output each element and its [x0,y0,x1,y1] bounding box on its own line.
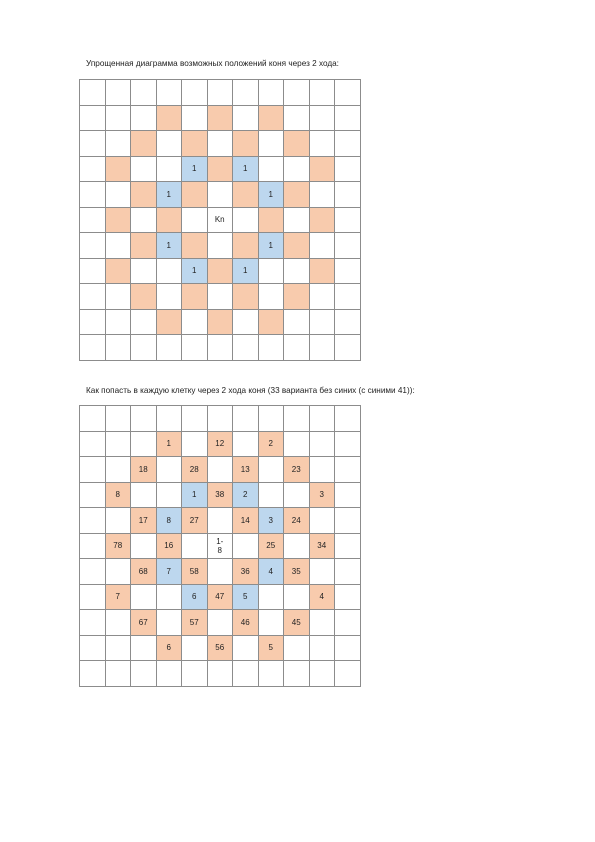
grid-cell [233,406,259,432]
grid-cell [131,284,157,310]
grid-cell [335,457,361,483]
grid-cell [335,131,361,157]
grid-cell [182,533,208,559]
grid-row [80,80,361,106]
grid-cell [335,284,361,310]
grid-cell [182,233,208,259]
grid-cell [309,431,335,457]
grid-cell [284,661,310,687]
grid-cell: 47 [207,584,233,610]
grid-cell [258,406,284,432]
grid-cell [105,661,131,687]
grid-cell [335,431,361,457]
grid-cell: 36 [233,559,259,585]
grid-cell: 1 [156,233,182,259]
grid-cell [156,105,182,131]
grid-row [80,610,361,636]
grid-cell [131,533,157,559]
grid-cell [105,131,131,157]
grid-cell [335,207,361,233]
grid-row [80,309,361,335]
grid-cell [258,335,284,361]
grid-cell [182,406,208,432]
grid-cell [207,457,233,483]
grid-cell: 7 [156,559,182,585]
grid-cell [335,80,361,106]
grid-cell [284,105,310,131]
grid-cell [156,457,182,483]
grid-cell: 8 [156,508,182,534]
grid-cell [335,533,361,559]
grid-row [80,258,361,284]
grid-cell: 5 [258,635,284,661]
grid-row [80,533,361,559]
grid-row [80,584,361,610]
grid-cell [80,610,106,636]
grid-cell [80,309,106,335]
grid-cell [182,182,208,208]
grid-cell [258,584,284,610]
grid-cell: 56 [207,635,233,661]
grid-cell [335,182,361,208]
grid-cell: 58 [182,559,208,585]
grid-cell [309,406,335,432]
grid-cell [309,309,335,335]
grid-cell [258,258,284,284]
grid-cell: 16 [156,533,182,559]
grid-cell [233,309,259,335]
grid-cell [105,431,131,457]
grid-cell: 3 [309,482,335,508]
grid-cell [80,482,106,508]
grid-cell [233,182,259,208]
grid-cell: 1 [182,258,208,284]
grid-cell [284,482,310,508]
grid-cell [80,584,106,610]
diagram2-caption: Как попасть в каждую клетку через 2 хода коня (33 варианта без синих (с синими 41)): [86,386,415,395]
grid-cell [80,233,106,259]
grid-cell [335,406,361,432]
grid-row [80,508,361,534]
diagram1-caption: Упрощенная диаграмма возможных положений коня через 2 хода: [86,59,339,68]
grid-cell [207,508,233,534]
grid-cell [284,533,310,559]
grid-cell [207,258,233,284]
grid-row [80,559,361,585]
grid-cell [258,661,284,687]
grid-cell [258,131,284,157]
grid-cell: 1 [233,156,259,182]
grid-cell [156,610,182,636]
grid-cell: 27 [182,508,208,534]
grid-cell [156,207,182,233]
grid-cell: 12 [207,431,233,457]
knight-paths-grid [79,405,361,687]
grid-cell [80,80,106,106]
grid-cell [335,610,361,636]
grid-cell [182,309,208,335]
grid-cell [131,131,157,157]
grid-cell [182,635,208,661]
grid-cell [335,309,361,335]
grid-cell [233,80,259,106]
grid-cell [335,661,361,687]
grid-cell [131,105,157,131]
grid-cell [335,233,361,259]
grid-cell [131,80,157,106]
grid-cell [105,105,131,131]
grid-cell [105,258,131,284]
grid-cell [309,635,335,661]
grid-cell [284,584,310,610]
grid-cell [207,309,233,335]
grid-cell [156,661,182,687]
grid-cell [284,156,310,182]
grid-cell [309,182,335,208]
grid-cell: 67 [131,610,157,636]
grid-cell [233,335,259,361]
grid-cell [131,182,157,208]
grid-cell: 45 [284,610,310,636]
grid-cell [258,482,284,508]
grid-cell [258,105,284,131]
grid-cell [131,233,157,259]
grid-cell: 2 [258,431,284,457]
grid-cell [207,335,233,361]
grid-cell [131,635,157,661]
grid-cell [207,182,233,208]
grid-cell [80,182,106,208]
grid-row [80,207,361,233]
grid-cell [335,559,361,585]
grid-cell [309,80,335,106]
grid-cell: 24 [284,508,310,534]
grid-cell [105,406,131,432]
grid-cell [105,182,131,208]
grid-cell [335,105,361,131]
grid-cell: 78 [105,533,131,559]
grid-cell [182,284,208,310]
grid-cell [105,309,131,335]
grid-cell [284,635,310,661]
grid-cell [309,207,335,233]
grid-cell [207,156,233,182]
grid-cell: 1 [258,233,284,259]
grid-cell [284,431,310,457]
grid-cell [335,635,361,661]
grid-row [80,635,361,661]
grid-cell [309,233,335,259]
grid-cell [105,457,131,483]
grid-cell [207,284,233,310]
grid-row [80,482,361,508]
grid-cell [207,105,233,131]
grid-cell [309,131,335,157]
grid-cell [233,105,259,131]
grid-cell [284,207,310,233]
grid-row [80,156,361,182]
grid-cell [156,482,182,508]
grid-cell: 4 [309,584,335,610]
grid-cell [284,335,310,361]
grid-cell [233,431,259,457]
grid-cell [156,309,182,335]
grid-row [80,406,361,432]
grid-cell [233,207,259,233]
grid-cell [156,258,182,284]
grid-cell: 57 [182,610,208,636]
grid-cell [309,258,335,284]
grid-cell [182,131,208,157]
grid-cell [105,80,131,106]
grid-cell [258,80,284,106]
knight-diagram-grid [79,79,361,361]
grid-cell [309,335,335,361]
grid-cell [131,207,157,233]
grid-cell [284,258,310,284]
grid-cell [309,156,335,182]
grid-cell: 17 [131,508,157,534]
grid-cell [105,335,131,361]
grid-cell [309,284,335,310]
grid-cell: 1 [182,156,208,182]
grid-cell [131,156,157,182]
grid-cell [335,584,361,610]
grid-cell [80,105,106,131]
grid-cell [80,661,106,687]
grid-row [80,284,361,310]
grid-cell [80,131,106,157]
grid-cell: 3 [258,508,284,534]
grid-cell [207,406,233,432]
grid-cell [105,156,131,182]
grid-cell [80,635,106,661]
grid-cell: 38 [207,482,233,508]
grid-cell: 7 [105,584,131,610]
grid-cell [233,635,259,661]
grid-cell [233,131,259,157]
grid-cell [207,610,233,636]
grid-cell [182,80,208,106]
grid-cell [131,584,157,610]
grid-cell: 68 [131,559,157,585]
grid-cell: 1 [156,431,182,457]
grid-cell [131,309,157,335]
grid-cell [258,207,284,233]
grid-cell [105,610,131,636]
grid-cell [284,80,310,106]
grid-row [80,335,361,361]
grid-cell [182,105,208,131]
grid-row [80,457,361,483]
grid-cell [105,207,131,233]
grid-cell [105,233,131,259]
grid-cell [80,207,106,233]
grid-cell [80,533,106,559]
grid-cell [258,457,284,483]
grid-cell [233,233,259,259]
grid-cell [131,335,157,361]
grid-cell [207,233,233,259]
grid-row [80,182,361,208]
grid-cell [80,457,106,483]
grid-row [80,661,361,687]
grid-cell [80,559,106,585]
grid-row [80,431,361,457]
grid-cell [182,335,208,361]
grid-cell [335,258,361,284]
grid-cell [233,284,259,310]
grid-cell [156,131,182,157]
grid-cell [105,559,131,585]
grid-cell: 13 [233,457,259,483]
grid-cell: 35 [284,559,310,585]
grid-cell: 5 [233,584,259,610]
grid-cell: 4 [258,559,284,585]
grid-cell [156,284,182,310]
grid-cell [131,482,157,508]
grid-cell [207,661,233,687]
grid-cell: 1 [233,258,259,284]
grid-cell [182,207,208,233]
grid-cell [233,661,259,687]
grid-cell [284,284,310,310]
grid-cell [284,131,310,157]
grid-cell [80,156,106,182]
grid-cell [182,661,208,687]
grid-cell [131,406,157,432]
grid-cell [182,431,208,457]
grid-cell [156,335,182,361]
grid-cell [309,559,335,585]
grid-cell [80,431,106,457]
grid-cell [80,284,106,310]
grid-cell: 1 [156,182,182,208]
grid-cell [335,335,361,361]
grid-cell [80,406,106,432]
grid-cell [80,258,106,284]
grid-cell: 6 [156,635,182,661]
grid-cell [284,406,310,432]
grid-cell: 1 [258,182,284,208]
grid-cell: 14 [233,508,259,534]
grid-cell [105,284,131,310]
grid-cell [131,661,157,687]
grid-cell [309,610,335,636]
grid-cell [156,156,182,182]
grid-cell: Kn [207,207,233,233]
grid-cell [258,309,284,335]
grid-cell [309,661,335,687]
grid-cell [258,284,284,310]
grid-cell: 8 [105,482,131,508]
grid-cell: 6 [182,584,208,610]
grid-cell [105,508,131,534]
grid-cell: 34 [309,533,335,559]
grid-cell: 18 [131,457,157,483]
grid-cell [309,457,335,483]
grid-cell [284,233,310,259]
grid-cell [309,105,335,131]
grid-cell: 46 [233,610,259,636]
grid-cell [80,335,106,361]
grid-cell [105,635,131,661]
grid-cell [284,309,310,335]
grid-cell [207,131,233,157]
grid-cell [284,182,310,208]
grid-cell [258,610,284,636]
grid-cell [156,584,182,610]
grid-cell [335,482,361,508]
grid-cell: 1- 8 [207,533,233,559]
grid-cell [233,533,259,559]
grid-cell: 2 [233,482,259,508]
grid-cell [156,80,182,106]
grid-cell [309,508,335,534]
grid-row [80,105,361,131]
grid-cell [131,258,157,284]
grid-cell [258,156,284,182]
grid-cell [207,80,233,106]
grid-cell: 1 [182,482,208,508]
grid-cell [207,559,233,585]
grid-cell: 28 [182,457,208,483]
grid-cell [80,508,106,534]
grid-cell: 23 [284,457,310,483]
grid-cell [156,406,182,432]
grid-cell [335,508,361,534]
grid-cell [131,431,157,457]
grid-row [80,131,361,157]
grid-row [80,233,361,259]
grid-cell [335,156,361,182]
grid-cell: 25 [258,533,284,559]
